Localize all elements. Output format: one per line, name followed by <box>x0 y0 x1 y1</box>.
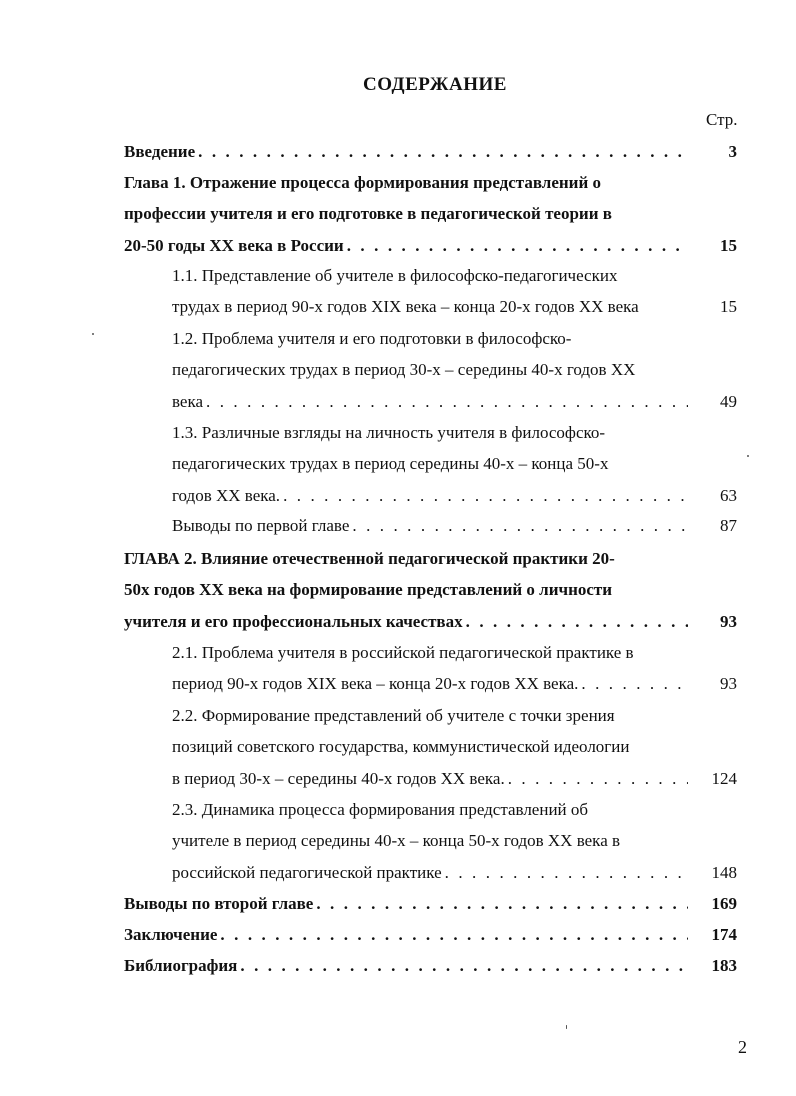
toc-entry-line: 50х годов XX века на формирование представлений о личности <box>124 580 613 600</box>
page-title: СОДЕРЖАНИЕ <box>363 74 507 95</box>
toc-entry-line <box>124 893 690 915</box>
toc-page-number: 93 <box>720 674 737 694</box>
scan-speck <box>747 455 749 457</box>
toc-entry-line <box>172 673 690 695</box>
toc-entry-line: 1.3. Различные взгляды на личность учителя в философско- <box>172 423 606 442</box>
toc-entry-title: Заключение <box>124 925 218 944</box>
toc-entry-line <box>172 391 690 413</box>
toc-entry-title: Выводы по второй главе <box>124 894 314 913</box>
toc-entry-line: Глава 1. Отражение процесса формирования представлений о <box>124 173 602 192</box>
toc-page-number: 174 <box>711 925 737 944</box>
dot-leader <box>347 235 688 257</box>
page-number: 2 <box>738 1037 747 1057</box>
toc-entry-title: века <box>172 391 204 411</box>
toc-page-number: 124 <box>711 768 737 788</box>
toc-entry-line: 1.2. Проблема учителя и его подготовки в философско- <box>172 329 572 348</box>
toc-entry-line <box>124 141 690 163</box>
toc-entry-line: трудах в период 90-х годов XIX века – конца 20-х годов XX века <box>172 297 639 317</box>
dot-leader <box>316 893 688 915</box>
toc-entry-line <box>124 924 690 946</box>
toc-entry-line <box>172 485 690 507</box>
toc-entry-line <box>172 768 690 790</box>
dot-leader <box>198 141 688 163</box>
toc-entry-line: профессии учителя и его подготовке в педагогической теории в <box>124 204 612 224</box>
toc-entry-title: российской педагогической практике <box>172 862 442 882</box>
dot-leader <box>352 515 688 537</box>
scan-speck <box>566 1025 567 1029</box>
toc-entry-line <box>124 955 690 977</box>
dot-leader <box>445 862 688 884</box>
dot-leader <box>508 768 688 790</box>
toc-entry-line: педагогических трудах в период середины 40-х – конца 50-х <box>172 454 609 474</box>
toc-entry-title: в период 30-х – середины 40-х годов XX века. <box>172 768 505 788</box>
toc-entry-line: 2.1. Проблема учителя в российской педагогической практике в <box>172 643 634 662</box>
toc-page-number: 49 <box>720 391 737 411</box>
toc-entry-title: Выводы по первой главе <box>172 516 350 535</box>
dot-leader <box>466 611 688 633</box>
dot-leader <box>283 485 688 507</box>
dot-leader <box>206 391 688 413</box>
toc-entry-title: годов XX века. <box>172 485 281 505</box>
toc-page-number: 87 <box>720 516 737 535</box>
toc-entry-line: 1.1. Представление об учителе в философско-педагогических <box>172 266 618 285</box>
toc-entry-line: ГЛАВА 2. Влияние отечественной педагогической практики 20- <box>124 549 615 568</box>
toc-entry-title: Введение <box>124 142 196 161</box>
toc-entry-line <box>124 235 690 257</box>
toc-entry-line: учителе в период середины 40-х – конца 50-х годов XX века в <box>172 831 621 851</box>
toc-entry-title: период 90-х годов XIX века – конца 20-х годов XX века. <box>172 674 579 694</box>
toc-entry-line: 2.2. Формирование представлений об учителе с точки зрения <box>172 706 615 725</box>
toc-entry-line <box>172 515 690 537</box>
toc-entry-line: 2.3. Динамика процесса формирования представлений об <box>172 800 589 819</box>
toc-page-number: 3 <box>728 142 737 161</box>
dot-leader <box>581 673 688 695</box>
toc-entry-line <box>124 611 690 633</box>
toc-page-number: 183 <box>711 956 737 975</box>
toc-page-number: 15 <box>720 297 737 317</box>
toc-entry-line: педагогических трудах в период 30-х – середины 40-х годов XX <box>172 360 636 380</box>
dot-leader <box>240 955 688 977</box>
page-column-label: Стр. <box>706 110 738 129</box>
scan-speck <box>92 333 94 335</box>
dot-leader <box>220 924 688 946</box>
toc-page-number: 63 <box>720 485 737 505</box>
toc-entry-title: учителя и его профессиональных качествах <box>124 611 463 631</box>
toc-entry-line <box>172 862 690 884</box>
toc-page-number: 15 <box>720 235 737 255</box>
toc-page-number: 169 <box>711 894 737 913</box>
toc-page-number: 93 <box>720 611 737 631</box>
toc-entry-line: позиций советского государства, коммунистической идеологии <box>172 737 630 757</box>
toc-entry-title: Библиография <box>124 956 238 975</box>
toc-entry-title: 20-50 годы XX века в России <box>124 235 344 255</box>
toc-page-number: 148 <box>711 862 737 882</box>
